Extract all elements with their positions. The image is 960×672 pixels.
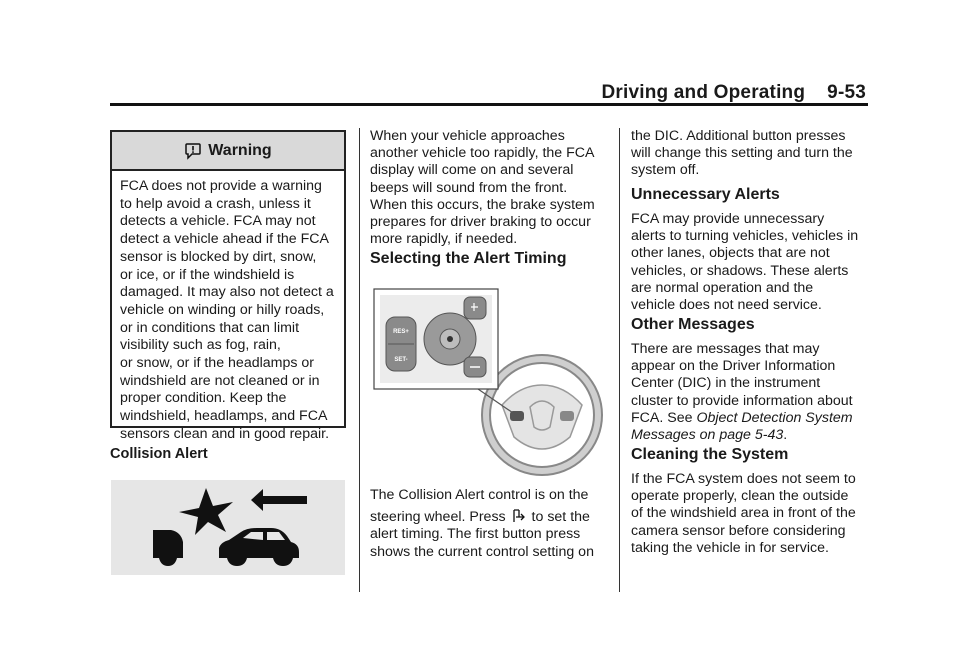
text-line: camera sensor before considering [631,522,846,539]
column-divider-1 [359,128,360,592]
text-line: prepares for driver braking to occur [370,214,591,231]
warning-body [112,171,344,444]
text-line: more rapidly, if needed. [370,231,518,248]
warning-icon [184,142,202,160]
col3-paragraph-1 [631,128,871,180]
text-line [631,427,871,444]
text-line: system off. [631,162,700,179]
text-fragment: to set the [531,509,590,526]
col3-paragraph-4 [631,471,871,557]
warning-line: windshield, headlamps, and FCA [120,408,328,425]
warning-line: vehicle on winding or hilly roads, [120,301,325,318]
text-line: another vehicle too rapidly, the FCA [370,145,595,162]
unnecessary-alerts-heading-block [631,186,780,204]
text-line: beeps will sound from the front. [370,179,568,196]
section-title: Driving and Operating [601,82,806,103]
text-line: are normal operation and the [631,279,814,296]
text-fragment: . [783,427,788,444]
res-label: RES+ [393,329,409,335]
text-line: alert timing. The first button press [370,526,581,543]
text-line [631,410,871,427]
cross-reference-link[interactable]: Object Detection System [696,409,853,426]
warning-line: windshield are not cleaned or in [120,372,320,389]
text-line: other lanes, objects that are not [631,245,830,262]
warning-line: visibility such as fog, rain, [120,337,281,354]
collision-alert-caption: Collision Alert [110,446,208,462]
warning-header [112,132,344,171]
alert-timing-heading-block [370,250,566,268]
text-line: appear on the Driver Information [631,358,836,375]
set-label: SET- [394,357,408,363]
col2-paragraph-2 [370,487,615,561]
text-line: If the FCA system does not seem to [631,471,856,487]
warning-title: Warning [208,141,272,159]
text-line: shows the current control setting on [370,543,594,560]
warning-line: sensors clean and in good repair. [120,425,330,442]
cleaning-system-heading: Cleaning the System [631,446,789,463]
collision-alert-figure [111,480,345,575]
cleaning-system-heading-block [631,446,788,464]
alert-timing-heading: Selecting the Alert Timing [370,250,567,267]
col3-paragraph-3 [631,341,871,444]
column-divider-2 [619,128,620,592]
text-line: operate properly, clean the outside [631,488,849,505]
collision-alert-caption-block [110,446,208,462]
text-line [370,508,615,526]
page-header [601,82,866,104]
cross-reference-link[interactable]: Messages on page 5-43 [631,427,784,444]
text-line: The Collision Alert control is on the [370,487,589,503]
column-2 [370,128,615,248]
warning-line: detect a vehicle ahead if the FCA [120,231,329,248]
steering-wheel-figure [370,287,610,477]
warning-line: detects a vehicle. FCA may not [120,213,316,230]
warning-line: or ice, or if the windshield is [120,266,295,283]
other-messages-heading-block [631,316,755,334]
text-line: FCA may provide unnecessary [631,211,825,227]
unnecessary-alerts-heading: Unnecessary Alerts [631,186,780,203]
warning-line: damaged. It may also not detect a [120,284,334,301]
warning-line: or in conditions that can limit [120,319,300,336]
col3-paragraph-2 [631,211,871,314]
text-line: vehicle does not need service. [631,297,822,314]
text-line: Center (DIC) in the instrument [631,375,821,392]
warning-line: FCA does not provide a warning [120,178,322,194]
text-line: alerts to turning vehicles, vehicles in [631,228,859,245]
text-line: the DIC. Additional button presses [631,128,846,144]
text-line: vehicles, or shadows. These alerts [631,262,849,279]
text-line: will change this setting and turn the [631,145,853,162]
text-line: of the windshield area in front of the [631,505,856,522]
warning-line: proper condition. Keep the [120,390,287,407]
col2-paragraph-1 [370,128,615,248]
text-line: taking the vehicle in for service. [631,539,829,556]
warning-line: or snow, or if the headlamps or [120,355,314,372]
text-fragment: FCA. See [631,409,693,426]
warning-box [110,130,346,442]
warning-line: to help avoid a crash, unless it [120,195,311,212]
warning-line: sensor is blocked by dirt, snow, [120,248,317,265]
collision-alert-button-icon [512,508,526,524]
other-messages-heading: Other Messages [631,316,755,333]
collision-alert-symbol [111,480,345,575]
text-line: When this occurs, the brake system [370,196,595,213]
text-fragment: steering wheel. Press [370,509,506,526]
header-rule [110,103,868,106]
text-line: There are messages that may [631,341,820,357]
text-line: cluster to provide information about [631,392,853,409]
page-number: 9-53 [827,82,866,103]
text-line: display will come on and several [370,162,574,179]
text-line: When your vehicle approaches [370,128,565,144]
